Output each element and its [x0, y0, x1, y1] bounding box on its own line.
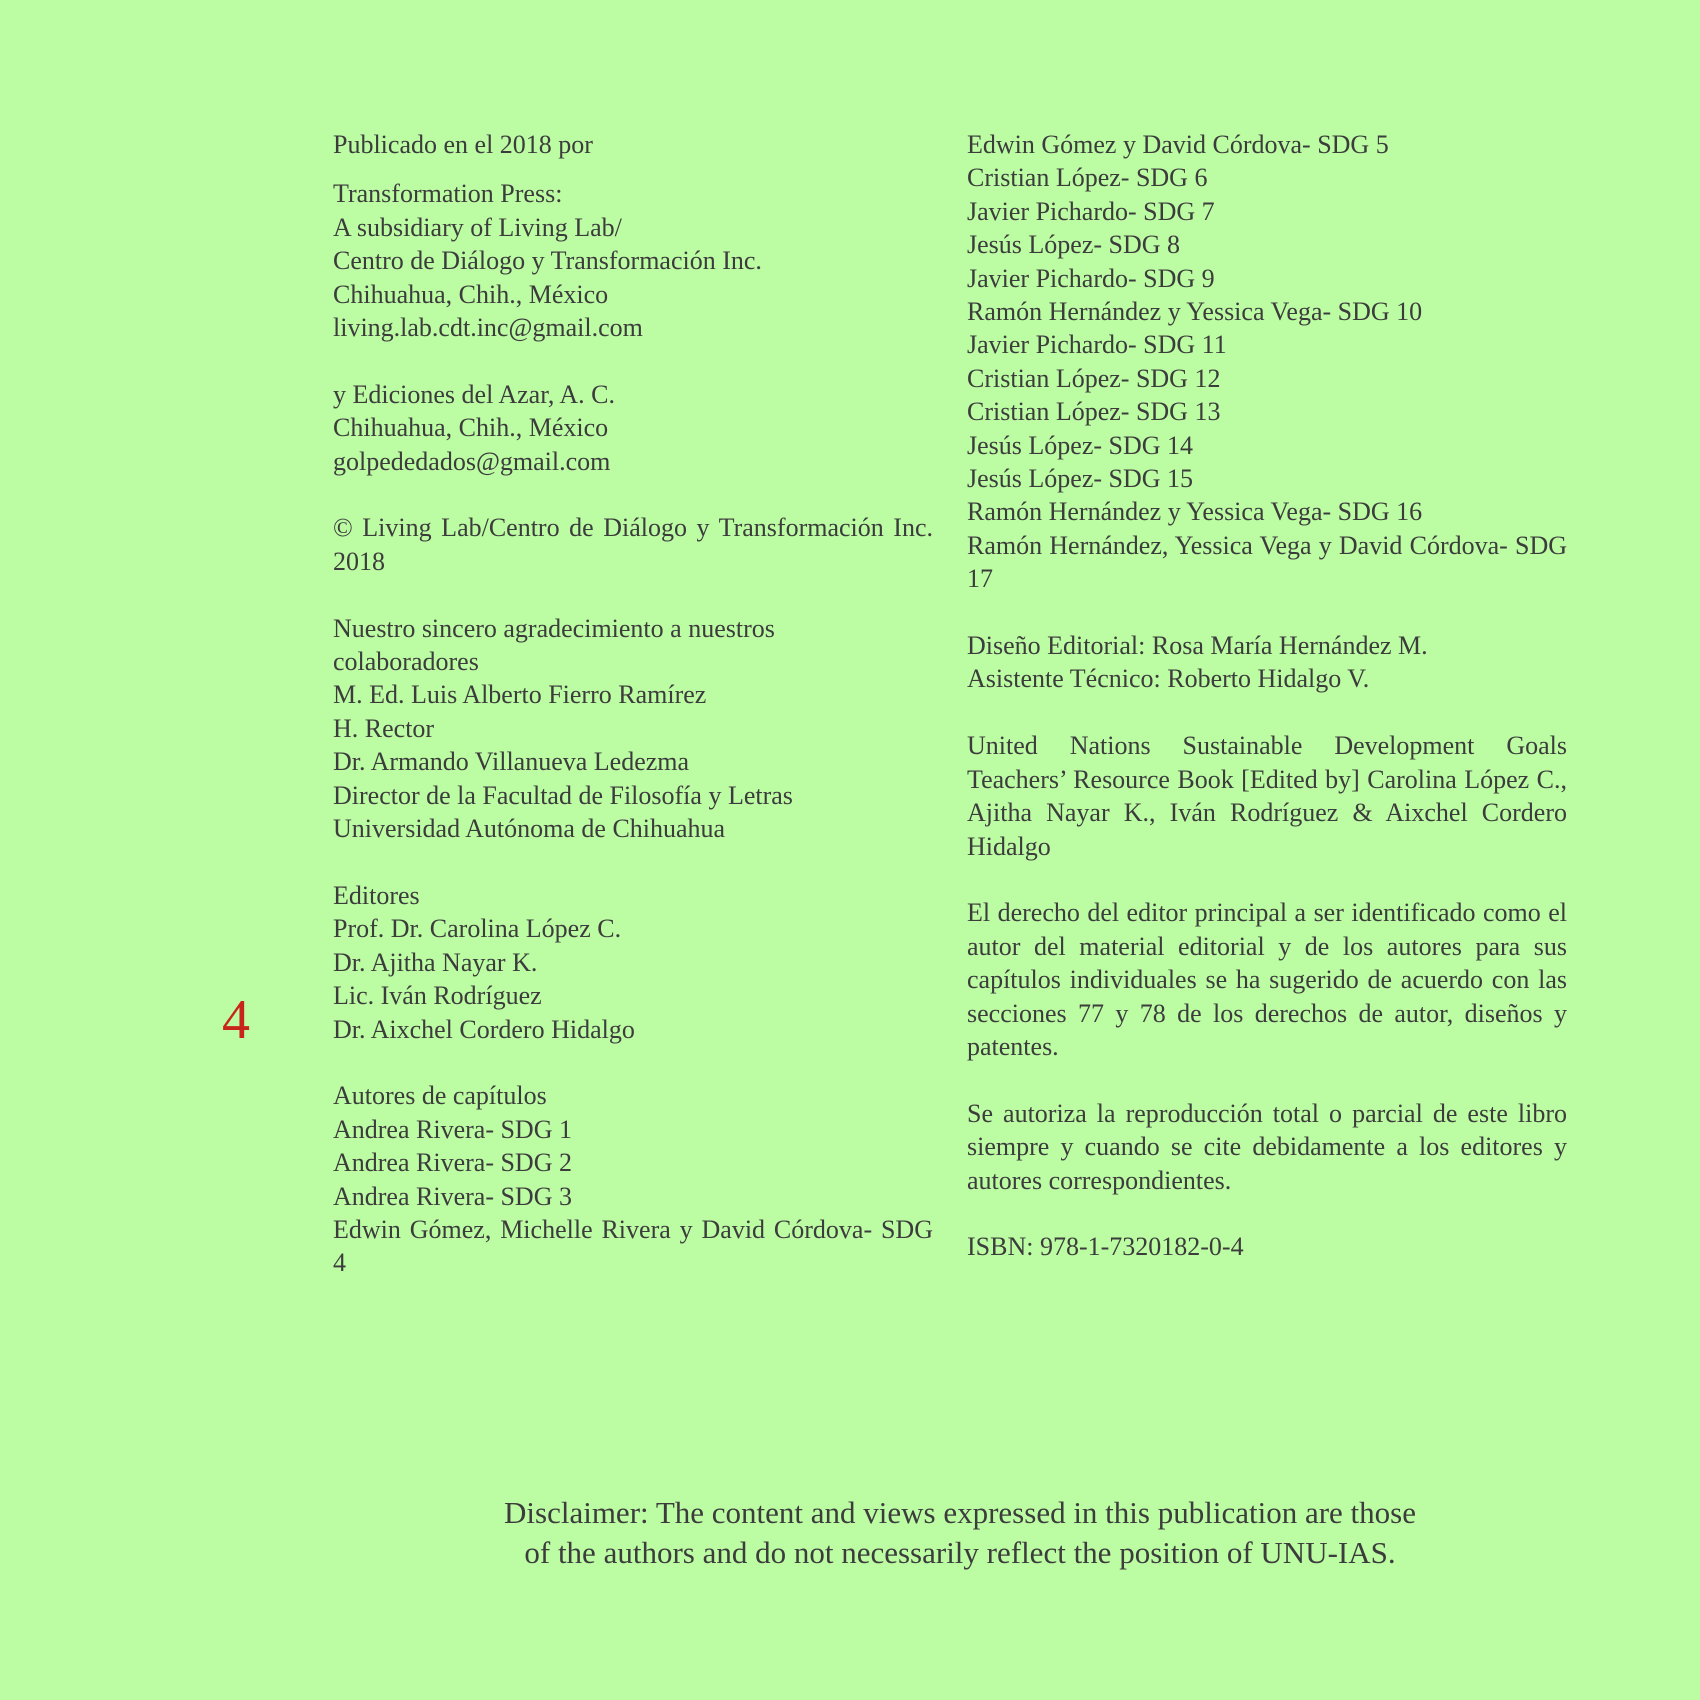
credit-line: Asistente Técnico: Roberto Hidalgo V. — [967, 664, 1370, 694]
chapter-author-entry: Andrea Rivera- SDG 1 — [333, 1114, 572, 1144]
publisher-email: golpededados@gmail.com — [333, 446, 611, 476]
editor-name: Dr. Aixchel Cordero Hidalgo — [333, 1014, 635, 1044]
chapter-author-entry: Jesús López- SDG 15 — [967, 464, 1194, 494]
editor-name: Prof. Dr. Carolina López C. — [333, 914, 622, 944]
copyright-notice: © Living Lab/Centro de Diálogo y Transformación Inc. 2018 — [333, 513, 933, 576]
acknowledgement-line: M. Ed. Luis Alberto Fierro Ramírez — [333, 680, 707, 710]
editor-name: Lic. Iván Rodríguez — [333, 981, 542, 1011]
publisher-line: Chihuahua, Chih., México — [333, 413, 609, 443]
chapter-author-entry: Andrea Rivera- SDG 3 — [333, 1181, 572, 1211]
chapter-author-entry: Ramón Hernández, Yessica Vega y David Córdova- SDG 17 — [967, 530, 1567, 594]
chapter-authors-section — [333, 1079, 933, 1279]
rights-statement: El derecho del editor principal a ser identificado como el autor del material editorial y de los autores para sus capítulos individuales se ha sugerido de acuerdo con las secciones 77 y 78 de los derechos de autor, diseños y patentes. — [967, 898, 1567, 1061]
chapter-author-entry: Javier Pichardo- SDG 9 — [967, 263, 1215, 293]
isbn: ISBN: 978-1-7320182-0-4 — [967, 1232, 1244, 1262]
chapter-author-entry: Edwin Gómez, Michelle Rivera y David Córdova- SDG 4 — [333, 1214, 933, 1278]
chapter-author-entry: Ramón Hernández y Yessica Vega- SDG 10 — [967, 297, 1423, 327]
editors-heading: Editores — [333, 880, 420, 910]
credits — [967, 629, 1567, 696]
credit-line: Diseño Editorial: Rosa María Hernández M. — [967, 631, 1428, 661]
right-column — [967, 128, 1567, 1264]
disclaimer-line: Disclaimer: The content and views expressed in this publication are those — [504, 1495, 1416, 1530]
publisher-intro: Publicado en el 2018 por — [333, 130, 593, 159]
acknowledgement-line: Nuestro sincero agradecimiento a nuestros — [333, 613, 775, 643]
acknowledgement-line: H. Rector — [333, 713, 435, 743]
editors-section — [333, 879, 933, 1046]
acknowledgement-line: Universidad Autónoma de Chihuahua — [333, 814, 726, 844]
reproduction-statement: Se autoriza la reproducción total o parcial de este libro siempre y cuando se cite debidamente a los editores y autores correspondientes. — [967, 1098, 1567, 1195]
book-reference: United Nations Sustainable Development Goals Teachers’ Resource Book [Edited by] Carolina López C., Ajitha Nayar K., Iván Rodríguez & Aixchel Cordero Hidalgo — [967, 731, 1567, 861]
acknowledgement-line: Director de la Facultad de Filosofía y Letras — [333, 780, 793, 810]
publisher-line: Chihuahua, Chih., México — [333, 279, 609, 309]
left-column — [333, 128, 933, 1280]
disclaimer — [360, 1493, 1560, 1573]
acknowledgements — [333, 612, 933, 846]
chapter-author-entry: Javier Pichardo- SDG 11 — [967, 330, 1227, 360]
page-number: 4 — [222, 989, 250, 1051]
chapter-author-entry: Jesús López- SDG 8 — [967, 230, 1181, 260]
chapter-authors-heading: Autores de capítulos — [333, 1081, 547, 1111]
chapter-author-entry: Javier Pichardo- SDG 7 — [967, 196, 1215, 226]
publisher-transformation-press — [333, 177, 933, 344]
chapter-author-entry: Jesús López- SDG 14 — [967, 430, 1194, 460]
chapter-author-entry: Andrea Rivera- SDG 2 — [333, 1148, 572, 1178]
publisher-line: A subsidiary of Living Lab/ — [333, 212, 622, 242]
chapter-author-entry: Cristian López- SDG 6 — [967, 163, 1208, 193]
acknowledgement-line: colaboradores — [333, 647, 479, 677]
publisher-email: living.lab.cdt.inc@gmail.com — [333, 313, 643, 343]
publisher-line: Transformation Press: — [333, 179, 563, 209]
acknowledgement-line: Dr. Armando Villanueva Ledezma — [333, 747, 690, 777]
chapter-author-entry: Ramón Hernández y Yessica Vega- SDG 16 — [967, 497, 1423, 527]
publisher-ediciones-del-azar — [333, 378, 933, 478]
disclaimer-line: of the authors and do not necessarily reflect the position of UNU-IAS. — [524, 1535, 1396, 1570]
publisher-line: y Ediciones del Azar, A. C. — [333, 379, 616, 409]
chapter-authors-continued — [967, 128, 1567, 596]
chapter-author-entry: Edwin Gómez y David Córdova- SDG 5 — [967, 130, 1389, 159]
chapter-author-entry: Cristian López- SDG 12 — [967, 363, 1221, 393]
editor-name: Dr. Ajitha Nayar K. — [333, 947, 538, 977]
publisher-line: Centro de Diálogo y Transformación Inc. — [333, 246, 762, 276]
chapter-author-entry: Cristian López- SDG 13 — [967, 397, 1221, 427]
